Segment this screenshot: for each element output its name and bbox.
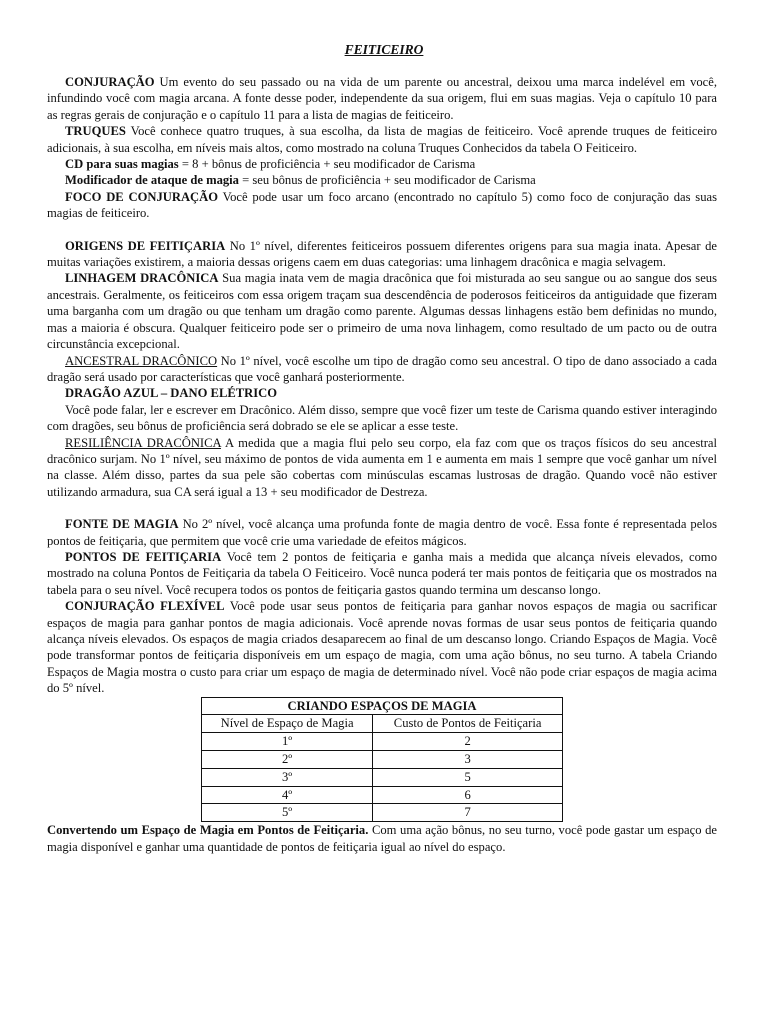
table-cell-cost: 6 — [373, 786, 563, 804]
heading-dragao-azul: DRAGÃO AZUL – DANO ELÉTRICO — [65, 386, 278, 401]
text-resiliencia: A medida que a magia flui pelo seu corpo, ela faz com que os traços físicos do seu ancestral dracônico surjam. No 1º nível, seu máximo de pontos de vida aumenta em 1 e aumenta em mais 1 sempre que você ganhar um nível na classe. Além disso, partes da sua pele são cobertas com minúsculas escamas lustrosas de dragão. Quando você não estiver utilizando armadura, sua CA será igual a 13 + seu modificador de Destreza. — [47, 435, 717, 499]
text-fonte: No 2º nível, você alcança uma profunda fonte de magia dentro de você. Essa fonte é representada pelos pontos de feitiçaria, que permitem que você crie uma variedade de efeitos mágicos. — [47, 517, 717, 548]
spacer — [47, 222, 717, 238]
paragraph-convertendo — [47, 822, 717, 855]
table-cell-level: 3º — [202, 768, 373, 786]
paragraph-fonte — [47, 516, 717, 549]
text-flexivel: Você pode usar seus pontos de feitiçaria para ganhar novos espaços de magia ou sacrificar espaços de magia para ganhar pontos de magia adicionais. Você aprende novas formas de usar seus pontos de feitiçaria quando alcança níveis elevados. Os espaços de magia criados desaparecem ao final de um descanso longo. Criando Espaços de Magia. Você pode transformar pontos de feitiçaria disponíveis em um espaço de magia, com uma ação bônus, no seu turno. A tabela Criando Espaços de Magia mostra o custo para criar um espaço de magia de determinado nível. Você não pode criar espaços de magia acima do 5º nível. — [47, 599, 717, 696]
table-row — [202, 768, 563, 786]
table-cell-level: 2º — [202, 751, 373, 769]
page-title: FEITICEIRO — [344, 42, 424, 57]
paragraph-dragao-azul-heading — [47, 385, 717, 401]
paragraph-linhagem — [47, 270, 717, 352]
heading-ancestral: ANCESTRAL DRACÔNICO — [65, 353, 218, 368]
heading-cd: CD para suas magias — [65, 157, 179, 172]
text-pontos: Você tem 2 pontos de feitiçaria e ganha mais a medida que alcança níveis elevados, como mostrado na coluna Pontos de Feitiçaria da tabela O Feiticeiro. Você nunca poderá ter mais pontos de feitiçaria que os mostrados na tabela para o seu nível. Você recupera todos os pontos de feitiçaria gastos quando termina um descanso longo. — [47, 549, 717, 597]
document-body — [47, 74, 717, 855]
table-cell-cost: 5 — [373, 768, 563, 786]
text-linhagem: Sua magia inata vem de magia dracônica que foi misturada ao seu sangue ou ao sangue dos seus ancestrais. Geralmente, os feiticeiros com essa origem traçam sua descendência de poderosos feiticeiros da antiguidade que fizeram uma barganha com um dragão ou que tenham um dragão como parente. Algumas dessas linhagens estão bem definidas no mundo, mas a maioria é obscura. Qualquer feiticeiro pode ser o primeiro de uma nova linhagem, como resultado de um pacto ou de outra circunstância excepcional. — [47, 271, 717, 352]
paragraph-resiliencia — [47, 435, 717, 501]
heading-fonte: FONTE DE MAGIA — [65, 517, 179, 532]
heading-flexivel: CONJURAÇÃO FLEXÍVEL — [65, 599, 225, 614]
table-header-level: Nível de Espaço de Magia — [202, 715, 373, 733]
heading-linhagem: LINHAGEM DRACÔNICA — [65, 271, 219, 286]
table-cell-cost: 7 — [373, 804, 563, 822]
table-cell-cost: 2 — [373, 733, 563, 751]
paragraph-dragao-azul — [47, 402, 717, 435]
paragraph-conjuracao — [47, 74, 717, 123]
paragraph-foco — [47, 189, 717, 222]
table-row — [202, 751, 563, 769]
text-truques: Você conhece quatro truques, à sua escolha, da lista de magias de feiticeiro. Você aprende truques de feiticeiro adicionais, à sua escolha, em níveis mais altos, como mostrado na coluna Truques Conhecidos da tabela O Feiticeiro. — [47, 124, 717, 155]
table-cell-cost: 3 — [373, 751, 563, 769]
spacer — [47, 500, 717, 516]
table-row — [202, 733, 563, 751]
paragraph-pontos — [47, 549, 717, 598]
text-foco: Você pode usar um foco arcano (encontrado no capítulo 5) como foco de conjuração das suas magias de feiticeiro. — [47, 189, 717, 221]
text-origens: No 1º nível, diferentes feiticeiros possuem diferentes origens para sua magia inata. Apesar de muitas variações existirem, a maioria dessas origens caem em duas categorias: uma linhagem dracônica e magia selvagem. — [47, 238, 718, 270]
heading-truques: TRUQUES — [65, 124, 126, 139]
text-convertendo: Com uma ação bônus, no seu turno, você pode gastar um espaço de magia disponível e ganhar uma quantidade de pontos de feitiçaria igual ao nível do espaço. — [47, 823, 717, 854]
text-conjuracao: Um evento do seu passado ou na vida de um parente ou ancestral, deixou uma marca indelével em você, infundindo você com magia arcana. A fonte desse poder, independente da sua origem, flui em suas magias. Veja o capítulo 10 para as regras gerais de conjuração e o capítulo 11 para a lista de magias de feiticeiro. — [47, 75, 717, 122]
table-caption: CRIANDO ESPAÇOS DE MAGIA — [202, 697, 563, 715]
text-cd: = 8 + bônus de proficiência + seu modificador de Carisma — [178, 157, 476, 172]
heading-convertendo: Convertendo um Espaço de Magia em Pontos de Feitiçaria. — [47, 823, 369, 838]
paragraph-cd — [47, 156, 717, 172]
table-cell-level: 1º — [202, 733, 373, 751]
heading-origens: ORIGENS DE FEITIÇARIA — [65, 238, 226, 253]
table-cell-level: 5º — [202, 804, 373, 822]
heading-resiliencia: RESILIÊNCIA DRACÔNICA — [65, 435, 221, 450]
text-ancestral: No 1º nível, você escolhe um tipo de dragão como seu ancestral. O tipo de dano associado a cada dragão será usado por características que você ganhará posteriormente. — [47, 353, 717, 384]
text-dragao-azul: Você pode falar, ler e escrever em Dracônico. Além disso, sempre que você fizer um teste de Carisma quando estiver interagindo com dragões, seu bônus de proficiência será dobrado se ele se aplicar a esse teste. — [47, 402, 717, 434]
paragraph-origens — [47, 238, 717, 271]
heading-conjuracao: CONJURAÇÃO — [65, 75, 155, 89]
table-cell-level: 4º — [202, 786, 373, 804]
paragraph-ancestral — [47, 353, 717, 386]
paragraph-ataque — [47, 172, 717, 188]
paragraph-flexivel — [47, 598, 717, 696]
text-ataque: = seu bônus de proficiência + seu modificador de Carisma — [238, 173, 536, 188]
spell-slot-table — [201, 697, 563, 823]
heading-foco: FOCO DE CONJURAÇÃO — [65, 189, 219, 204]
table-row — [202, 786, 563, 804]
paragraph-truques — [47, 123, 717, 156]
heading-pontos: PONTOS DE FEITIÇARIA — [65, 549, 222, 564]
heading-ataque: Modificador de ataque de magia — [65, 173, 239, 188]
table-header-cost: Custo de Pontos de Feitiçaria — [373, 715, 563, 733]
table-row — [202, 804, 563, 822]
